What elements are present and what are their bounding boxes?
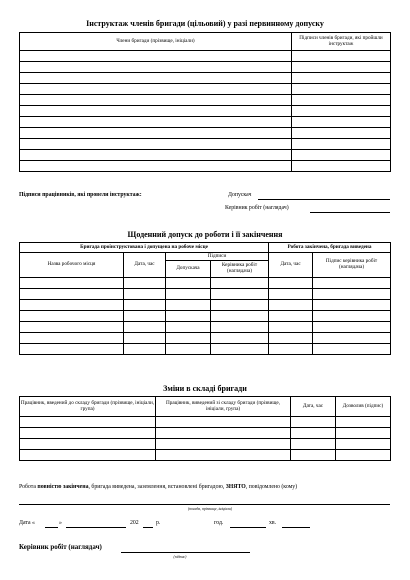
completion-middle: , бригада виведена, заземлення, встановлені бригадою, — [88, 484, 226, 490]
table-row[interactable] — [20, 450, 156, 461]
table-row[interactable] — [20, 300, 124, 311]
col-datetime-header: Дата, час — [124, 253, 166, 278]
col-signatures-header: Підписи — [166, 253, 269, 261]
group-admitted-header: Бригада проінструктована і допущена на робоче місце — [20, 243, 269, 253]
col-added-header: Працівник, введений до складу бригади (прізвище, ініціали, група) — [20, 397, 156, 417]
admitter-label: Допускач — [228, 192, 252, 198]
instruction-table — [19, 32, 391, 172]
admitter-signature-line[interactable] — [258, 199, 390, 200]
col-datetime-end-header: Дата, час — [269, 253, 313, 278]
month-field[interactable] — [66, 527, 126, 528]
table-row[interactable] — [20, 311, 124, 322]
day-field[interactable] — [45, 527, 58, 528]
table-row[interactable] — [20, 117, 292, 128]
minute-field[interactable] — [282, 527, 310, 528]
col-members-header: Члени бригади (прізвище, ініціали) — [20, 33, 292, 51]
completion-suffix: , повідомлено (кому) — [245, 484, 298, 490]
completion-prefix: Робота — [19, 484, 38, 490]
table-row[interactable] — [20, 128, 292, 139]
brigade-changes-table — [19, 396, 391, 461]
completion-bold-removed: ЗНЯТО — [225, 484, 246, 490]
col-workplace-header: Назва робочого місця — [20, 253, 124, 278]
hour-field[interactable] — [230, 527, 266, 528]
group-finished-header: Робота закінчена, бригада виведена — [269, 243, 391, 253]
table-row[interactable] — [20, 322, 124, 333]
section2-title: Щоденний допуск до роботи і її закінчення — [127, 230, 283, 239]
table-row[interactable] — [20, 150, 292, 161]
date-close-quote: » — [59, 520, 62, 526]
table-row[interactable] — [20, 95, 292, 106]
col-datetime-header: Дата, час — [291, 397, 336, 417]
table-row[interactable] — [20, 161, 292, 172]
section1-title: Інструктаж членів бригади (цільовий) у разі первинному допуску — [86, 19, 324, 28]
completion-bold-finished: повністю закінчена — [37, 484, 89, 490]
date-label: Дата « — [19, 520, 35, 526]
table-row[interactable] — [20, 139, 292, 150]
final-supervisor-label: Керівник робіт (наглядач) — [19, 543, 102, 551]
notified-person-hint: (посада, прізвище, ініціали) — [187, 507, 233, 511]
final-signature-hint: (підпис) — [173, 555, 187, 559]
final-supervisor-signature-line[interactable] — [121, 552, 250, 553]
year-prefix: 202 — [130, 520, 139, 526]
table-row[interactable] — [20, 51, 292, 62]
table-row[interactable] — [20, 428, 156, 439]
table-row[interactable] — [20, 278, 124, 289]
table-row[interactable] — [20, 62, 292, 73]
col-admitter-header: Допускача — [166, 261, 211, 278]
table-row[interactable] — [20, 84, 292, 95]
table-row[interactable] — [20, 333, 124, 344]
instructors-label: Підписи працівників, які провели інструктаж: — [19, 192, 142, 198]
minute-label: хв. — [269, 520, 277, 526]
year-field[interactable] — [143, 527, 153, 528]
daily-admission-table — [19, 242, 391, 355]
col-removed-header: Працівник, виведений зі складу бригади (прізвище, ініціали, група) — [156, 397, 291, 417]
hour-label: год. — [214, 520, 224, 526]
table-row[interactable] — [20, 289, 124, 300]
col-signatures-header: Підписи членів бригади, які пройшли інструктаж — [292, 33, 391, 51]
year-suffix: р. — [156, 520, 161, 526]
col-permitted-header: Дозволив (підпис) — [336, 397, 391, 417]
table-row[interactable] — [20, 439, 156, 450]
table-row[interactable] — [20, 73, 292, 84]
col-supervisor-end-header: Підпис керівника робіт (наглядача) — [313, 253, 391, 278]
col-supervisor-sig-header: Керівника робіт (наглядача) — [211, 261, 269, 278]
completion-statement — [19, 484, 297, 490]
section3-title: Зміни в складі бригади — [163, 384, 247, 393]
table-row[interactable] — [20, 344, 124, 355]
table-row[interactable] — [20, 417, 156, 428]
supervisor-label: Керівник робіт (наглядач) — [225, 205, 289, 211]
supervisor-signature-line[interactable] — [310, 212, 390, 213]
notified-person-line[interactable] — [19, 504, 390, 505]
table-row[interactable] — [20, 106, 292, 117]
